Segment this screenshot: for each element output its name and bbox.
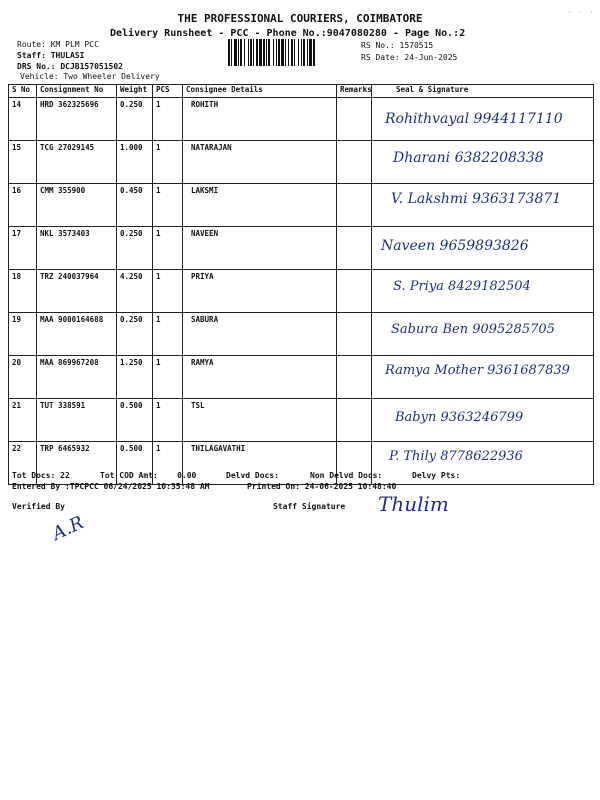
row-remarks: [337, 227, 372, 270]
non-delivered-docs: Non Delvd Docs:: [310, 471, 383, 480]
row-consignee: ROHITH: [183, 98, 337, 141]
row-pcs: 1: [153, 184, 183, 227]
table-row: [9, 227, 594, 270]
barcode-bar: [313, 39, 315, 66]
row-consignment: CMM 355900: [37, 184, 117, 227]
barcode-bar: [250, 39, 252, 66]
total-docs: Tot Docs: 22: [12, 471, 70, 480]
row-pcs: 1: [153, 141, 183, 184]
handwritten-signature: Rohithvayal 9944117110: [385, 111, 563, 127]
row-pcs: 1: [153, 399, 183, 442]
row-consignee: RAMYA: [183, 356, 337, 399]
handwritten-signature: Babyn 9363246799: [395, 410, 524, 425]
table-row: [9, 356, 594, 399]
row-weight: 1.000: [117, 141, 153, 184]
row-consignee: NAVEEN: [183, 227, 337, 270]
barcode-bar: [266, 39, 267, 66]
row-consignee: LAKSMI: [183, 184, 337, 227]
table-row: [9, 98, 594, 141]
rs-date: RS Date: 24-Jun-2025: [361, 53, 458, 62]
row-consignee: PRIYA: [183, 270, 337, 313]
row-signature: [372, 442, 594, 485]
row-signature: [372, 399, 594, 442]
table-header-row: [9, 85, 594, 98]
row-pcs: 1: [153, 313, 183, 356]
printed-on: Printed On: 24-06-2025 10:48:40: [247, 482, 397, 491]
col-header-consignee: Consignee Details: [183, 85, 337, 98]
verified-by-label: Verified By: [12, 502, 65, 511]
row-signature: [372, 98, 594, 141]
col-header-remarks: Remarks: [337, 85, 372, 98]
table-row: [9, 442, 594, 485]
row-weight: 4.250: [117, 270, 153, 313]
row-pcs: 1: [153, 227, 183, 270]
row-weight: 0.250: [117, 227, 153, 270]
barcode-bar: [234, 39, 237, 66]
barcode-bar: [294, 39, 295, 66]
row-consignee: NATARAJAN: [183, 141, 337, 184]
row-remarks: [337, 313, 372, 356]
table-row: [9, 399, 594, 442]
delivery-points: Delvy Pts:: [412, 471, 461, 480]
barcode-bar: [303, 39, 305, 66]
row-remarks: [337, 356, 372, 399]
barcode-bar: [276, 39, 277, 66]
row-signature: [372, 313, 594, 356]
row-sno: 16: [9, 184, 37, 227]
handwritten-signature: P. Thily 8778622936: [389, 449, 523, 464]
table-row: [9, 141, 594, 184]
row-remarks: [337, 184, 372, 227]
barcode-bar: [268, 39, 270, 66]
table-row: [9, 184, 594, 227]
runsheet-table: [8, 84, 594, 485]
row-signature: [372, 270, 594, 313]
runsheet-subtitle: Delivery Runsheet - PCC - Phone No.:9047080280 - Page No.:2: [110, 28, 466, 39]
staff-label: Staff: THULASI: [17, 51, 85, 60]
company-title: THE PROFESSIONAL COURIERS, COIMBATORE: [177, 12, 423, 25]
row-consignment: NKL 3573403: [37, 227, 117, 270]
row-remarks: [337, 98, 372, 141]
barcode-bar: [259, 39, 262, 66]
barcode-bar: [263, 39, 265, 66]
table-row: [9, 270, 594, 313]
barcode-bar: [288, 39, 289, 66]
row-pcs: 1: [153, 98, 183, 141]
row-pcs: 1: [153, 356, 183, 399]
row-sno: 17: [9, 227, 37, 270]
row-consignment: TRP 6465932: [37, 442, 117, 485]
row-signature: [372, 356, 594, 399]
handwritten-signature: Sabura Ben 9095285705: [391, 322, 555, 337]
row-signature: [372, 184, 594, 227]
barcode-bar: [228, 39, 230, 66]
row-signature: [372, 141, 594, 184]
row-sno: 20: [9, 356, 37, 399]
verifier-initials: A.R: [49, 512, 88, 545]
row-remarks: [337, 399, 372, 442]
barcode-bar: [291, 39, 293, 66]
row-pcs: 1: [153, 442, 183, 485]
barcode-bar: [309, 39, 312, 66]
staff-handwritten-signature: Thulim: [378, 492, 449, 516]
barcode-bar: [240, 39, 242, 66]
row-consignment: TRZ 240037964: [37, 270, 117, 313]
row-weight: 0.500: [117, 442, 153, 485]
row-weight: 0.450: [117, 184, 153, 227]
col-header-pcs: PCS: [153, 85, 183, 98]
vehicle-label: Vehicle: Two Wheeler Delivery: [20, 72, 160, 81]
row-sno: 14: [9, 98, 37, 141]
barcode-bar: [307, 39, 308, 66]
table-row: [9, 313, 594, 356]
delivered-docs: Delvd Docs:: [226, 471, 279, 480]
row-consignment: MAA 869967208: [37, 356, 117, 399]
row-sno: 21: [9, 399, 37, 442]
row-remarks: [337, 270, 372, 313]
row-consignee: THILAGAVATHI: [183, 442, 337, 485]
staff-signature-label: Staff Signature: [273, 502, 346, 511]
row-sno: 18: [9, 270, 37, 313]
barcode-bar: [244, 39, 245, 66]
col-header-sno: S No: [9, 85, 37, 98]
route-label: Route: KM PLM PCC: [17, 40, 99, 49]
barcode-bar: [248, 39, 249, 66]
barcode-bar: [256, 39, 258, 66]
row-sno: 15: [9, 141, 37, 184]
row-consignment: MAA 9000164688: [37, 313, 117, 356]
row-weight: 0.250: [117, 313, 153, 356]
barcode-bar: [238, 39, 239, 66]
entered-by: Entered By :TPCPCC 06/24/2025 10:35:48 AM: [12, 482, 210, 491]
row-consignment: TCG 27029145: [37, 141, 117, 184]
handwritten-signature: S. Priya 8429182504: [393, 279, 531, 294]
handwritten-signature: Naveen 9659893826: [381, 238, 529, 254]
row-consignment: HRD 362325696: [37, 98, 117, 141]
barcode-bar: [273, 39, 274, 66]
row-sno: 22: [9, 442, 37, 485]
row-consignee: TSL: [183, 399, 337, 442]
barcode-bar: [281, 39, 284, 66]
row-signature: [372, 227, 594, 270]
row-sno: 19: [9, 313, 37, 356]
handwritten-signature: Dharani 6382208338: [393, 150, 544, 166]
row-weight: 0.250: [117, 98, 153, 141]
faint-corner-mark: · · ·: [566, 8, 594, 18]
row-weight: 0.500: [117, 399, 153, 442]
col-header-signature: Seal & Signature: [372, 85, 594, 98]
col-header-consignment: Consignment No: [37, 85, 117, 98]
barcode-bar: [278, 39, 280, 66]
barcode-bar: [285, 39, 286, 66]
row-weight: 1.250: [117, 356, 153, 399]
barcode: [228, 39, 354, 66]
barcode-bar: [298, 39, 299, 66]
barcode-bar: [231, 39, 232, 66]
total-cod-amount: Tot COD Amt: 0.00: [100, 471, 197, 480]
handwritten-signature: Ramya Mother 9361687839: [385, 363, 570, 378]
row-remarks: [337, 141, 372, 184]
row-consignment: TUT 338591: [37, 399, 117, 442]
col-header-weight: Weight: [117, 85, 153, 98]
row-pcs: 1: [153, 270, 183, 313]
barcode-bar: [253, 39, 254, 66]
handwritten-signature: V. Lakshmi 9363173871: [391, 191, 562, 207]
drs-label: DRS No.: DCJB157051502: [17, 62, 123, 71]
rs-number: RS No.: 1570515: [361, 41, 434, 50]
row-consignee: SABURA: [183, 313, 337, 356]
barcode-bar: [301, 39, 302, 66]
